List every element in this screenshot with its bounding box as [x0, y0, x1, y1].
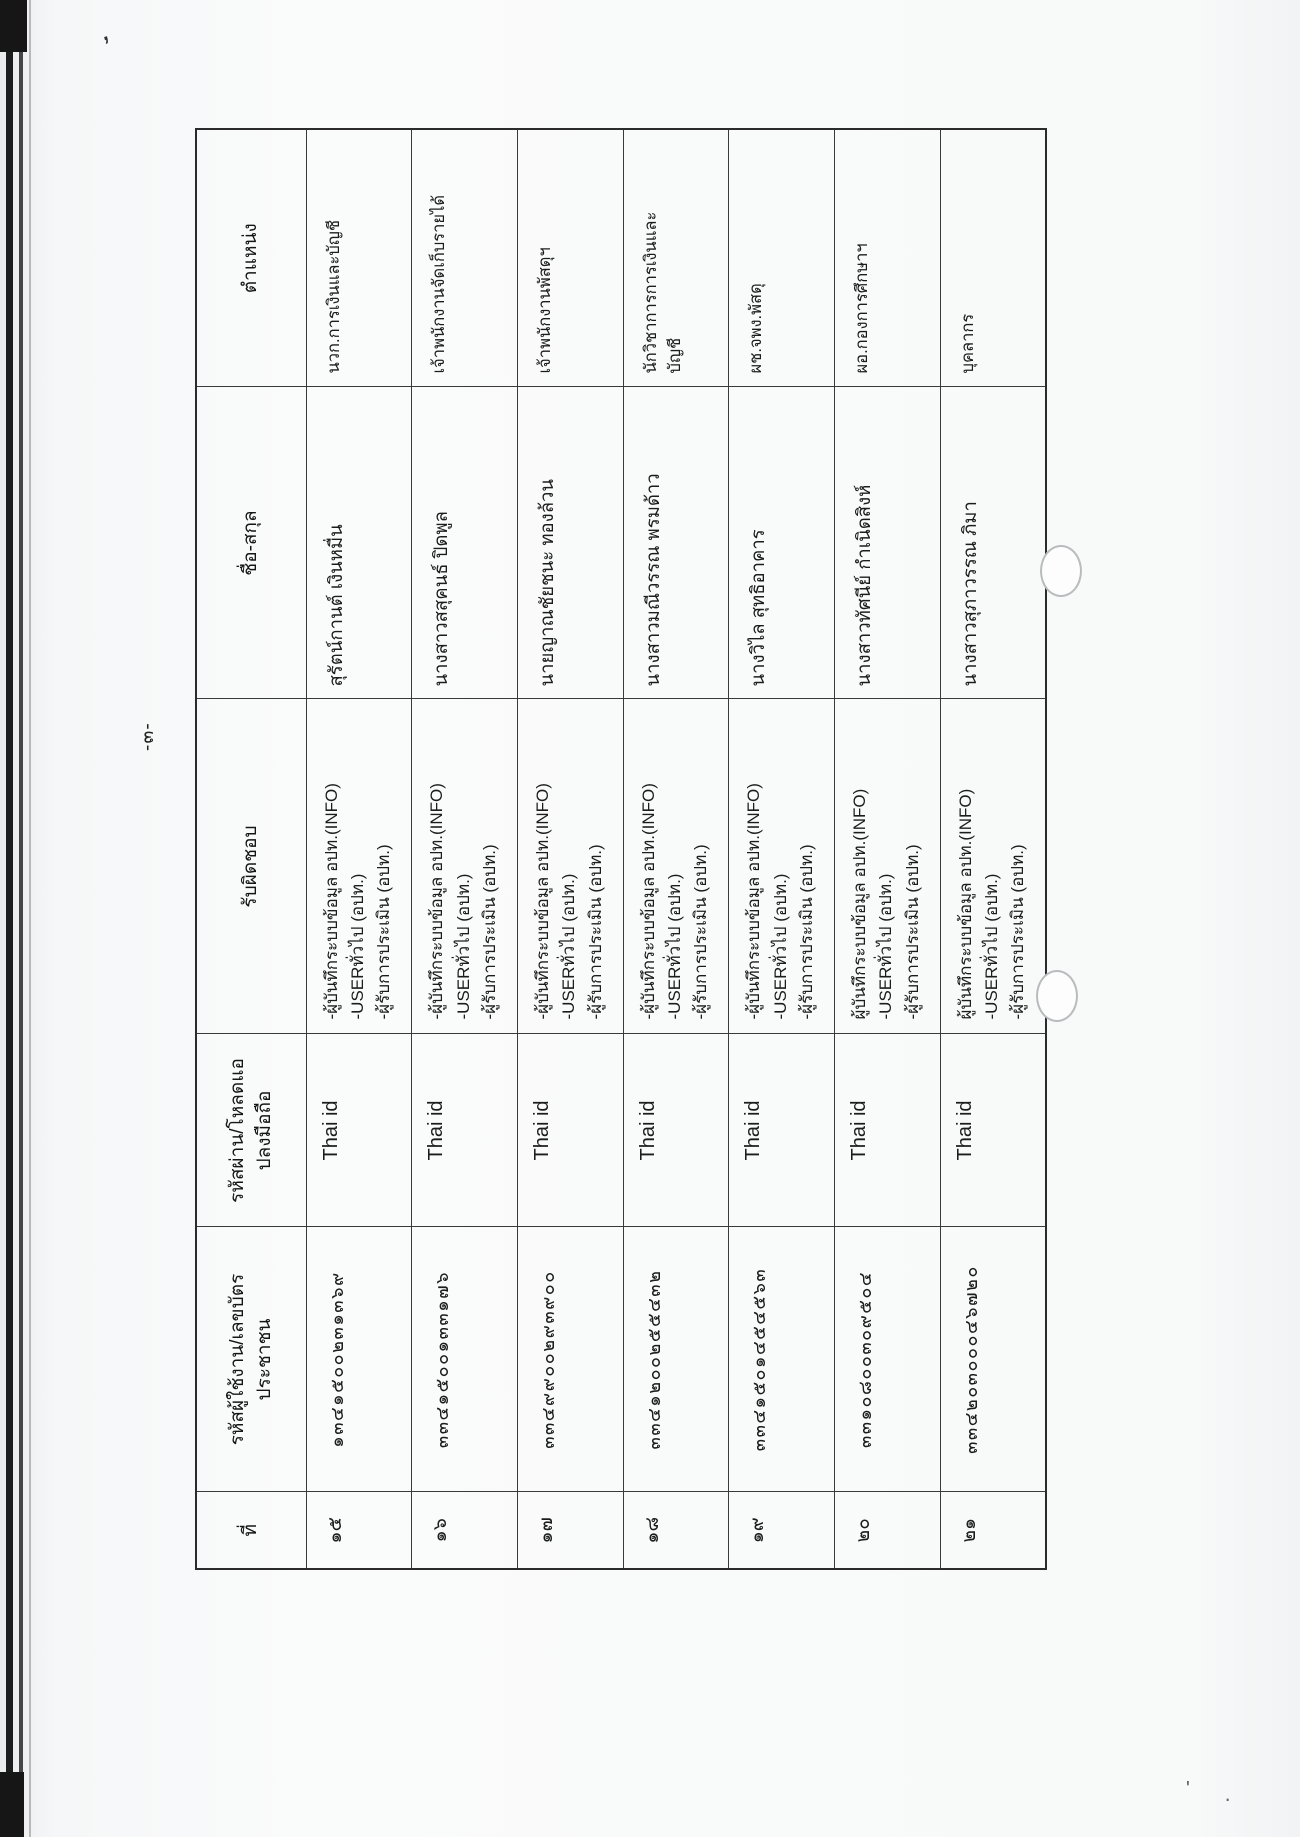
user-accounts-table — [195, 128, 1047, 1570]
resp-line: -ผู้รับการประเมิน (อปท.) — [1008, 844, 1028, 1020]
speck-mark: ' — [1186, 1778, 1190, 1800]
resp-line: -ผู้บันทึกระบบข้อมูล อปท.(INFO) — [532, 783, 552, 1020]
resp-line: -USERทั่วไป (อปท.) — [876, 873, 896, 1020]
cell-name: นางวิไล สุทธิอาคาร — [729, 387, 835, 699]
cell-no: ๒๑ — [940, 1492, 1046, 1569]
cell-position: บุคลากร — [940, 129, 1046, 387]
cell-name: นางสาวสุภาวรรณ ภิมา — [940, 387, 1046, 699]
resp-line: -ผู้รับการประเมิน (อปท.) — [796, 844, 816, 1020]
header-user-id-line1: รหัสผู้ใช้งาน/เลขบัตร — [226, 1273, 248, 1446]
scan-edge-blob — [0, 0, 27, 52]
cell-position: ผช.จพง.พัสดุ — [729, 129, 835, 387]
scan-edge-bar — [19, 0, 23, 1837]
resp-line: -ผู้รับการประเมิน (อปท.) — [691, 844, 711, 1020]
speck-mark: · — [1224, 1786, 1232, 1811]
cell-password: Thai id — [729, 1034, 835, 1227]
cell-responsibility — [729, 699, 835, 1034]
table-row — [729, 129, 835, 1569]
cell-password: Thai id — [412, 1034, 518, 1227]
pen-mark: , — [96, 13, 113, 48]
cell-no: ๑๙ — [729, 1492, 835, 1569]
cell-no: ๒๐ — [834, 1492, 940, 1569]
cell-position: เจ้าพนักงานพัสดุฯ — [517, 129, 623, 387]
cell-user-id: ๓๓๔๑๕๐๐๑๓๓๑๗๖ — [412, 1227, 518, 1492]
cell-name: นางสาวทัศนีย์ กำเนิดสิงห์ — [834, 387, 940, 699]
scan-edge-bar — [29, 0, 31, 1837]
resp-line: -ผู้รับการประเมิน (อปท.) — [585, 844, 605, 1020]
cell-user-id: ๓๓๔๑๒๐๐๒๕๕๔๓๒ — [623, 1227, 729, 1492]
binder-hole — [1040, 545, 1082, 597]
cell-password: Thai id — [517, 1034, 623, 1227]
cell-user-id: ๓๓๔๙๙๐๐๒๙๓๙๐๐ — [517, 1227, 623, 1492]
header-password-line1: รหัสผ่าน/โหลดแอ — [226, 1058, 248, 1203]
cell-name: นางสาวมณีวรรณ พรมด้าว — [623, 387, 729, 699]
cell-position: เจ้าพนักงานจัดเก็บรายได้ — [412, 129, 518, 387]
resp-line: -ผู้บันทึกระบบข้อมูล อปท.(INFO) — [638, 783, 658, 1020]
table-row — [412, 129, 518, 1569]
cell-name: นายญาณชัยชนะ ทองล้วน — [517, 387, 623, 699]
resp-line: -USERทั่วไป (อปท.) — [664, 873, 684, 1020]
header-responsibility: รับผิดชอบ — [196, 699, 306, 1034]
page-number: -๓- — [137, 722, 158, 751]
resp-line: -ผู้รับการประเมิน (อปท.) — [374, 844, 394, 1020]
cell-password: Thai id — [306, 1034, 412, 1227]
cell-position: นักวิชาการการเงินและ บัญชี — [623, 129, 729, 387]
header-user-id — [196, 1227, 306, 1492]
cell-position: ผอ.กองการศึกษาฯ — [834, 129, 940, 387]
cell-password: Thai id — [834, 1034, 940, 1227]
header-name: ชื่อ-สกุล — [196, 387, 306, 699]
resp-line: -ผู้รับการประเมิน (อปท.) — [479, 844, 499, 1020]
resp-line: -USERทั่วไป (อปท.) — [347, 873, 367, 1020]
resp-line: -ผู้บันทึกระบบข้อมูล อปท.(INFO) — [427, 783, 447, 1020]
scan-edge-blob — [0, 1772, 24, 1837]
cell-position: นวก.การเงินและบัญชี — [306, 129, 412, 387]
binder-hole — [1036, 970, 1078, 1022]
resp-line: -ผู้รับการประเมิน (อปท.) — [902, 844, 922, 1020]
header-position: ตำแหน่ง — [196, 129, 306, 387]
cell-password: Thai id — [623, 1034, 729, 1227]
cell-responsibility — [306, 699, 412, 1034]
header-user-id-line2: ประชาชน — [254, 1318, 276, 1401]
table-row — [623, 129, 729, 1569]
cell-no: ๑๘ — [623, 1492, 729, 1569]
table-row — [834, 129, 940, 1569]
cell-responsibility — [412, 699, 518, 1034]
cell-password: Thai id — [940, 1034, 1046, 1227]
cell-user-id: ๑๓๔๑๕๐๐๒๓๑๓๖๙ — [306, 1227, 412, 1492]
cell-name: สุรัตน์กานต์ เงินหมื่น — [306, 387, 412, 699]
header-row — [196, 129, 306, 1569]
cell-name: นางสาวสสุคนธ์ ปิดพูล — [412, 387, 518, 699]
resp-line: -USERทั่วไป (อปท.) — [981, 873, 1001, 1020]
resp-line: -ผู้บันทึกระบบข้อมูล อปท.(INFO) — [744, 783, 764, 1020]
cell-no: ๑๖ — [412, 1492, 518, 1569]
header-password — [196, 1034, 306, 1227]
header-no: ที่ — [196, 1492, 306, 1569]
resp-line: -USERทั่วไป (อปท.) — [770, 873, 790, 1020]
resp-line: -ผู้บันทึกระบบข้อมูล อปท.(INFO) — [321, 783, 341, 1020]
cell-user-id: ๓๓๑๐๘๐๐๓๐๙๕๐๔ — [834, 1227, 940, 1492]
resp-line: ผู้บันทึกระบบข้อมูล อปท.(INFO) — [955, 788, 975, 1020]
table-row — [940, 129, 1046, 1569]
resp-line: ผู้บันทึกระบบข้อมูล อปท.(INFO) — [849, 788, 869, 1020]
cell-user-id: ๓๓๔๒๐๓๐๐๐๔๖๗๒๐ — [940, 1227, 1046, 1492]
resp-line: -USERทั่วไป (อปท.) — [559, 873, 579, 1020]
cell-user-id: ๓๓๔๑๕๐๑๔๕๔๕๖๓ — [729, 1227, 835, 1492]
header-password-line2: ปลงมือถือ — [254, 1090, 276, 1171]
resp-line: -USERทั่วไป (อปท.) — [453, 873, 473, 1020]
scan-edge-bar — [6, 0, 13, 1837]
cell-responsibility — [623, 699, 729, 1034]
table-row — [306, 129, 412, 1569]
cell-responsibility — [834, 699, 940, 1034]
cell-responsibility — [517, 699, 623, 1034]
cell-responsibility — [940, 699, 1046, 1034]
cell-no: ๑๗ — [517, 1492, 623, 1569]
cell-no: ๑๕ — [306, 1492, 412, 1569]
table-row — [517, 129, 623, 1569]
